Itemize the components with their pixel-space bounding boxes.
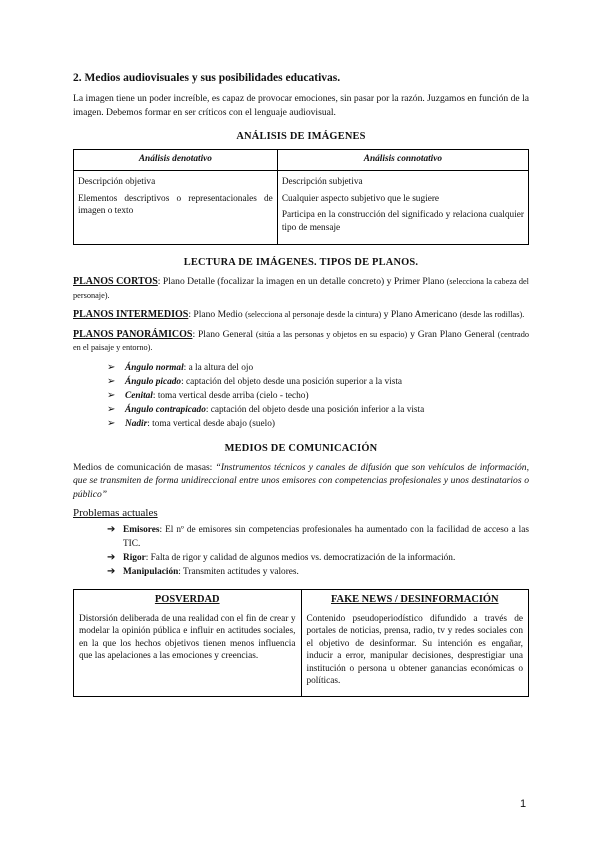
arrow-bullet-icon: ➔ <box>107 566 116 577</box>
posverdad-text: Distorsión deliberada de una realidad con el fin de crear y modelar la opinión pública e influir en actitudes sociales, en la que los hechos objetivos tienen menos influencia que las apelaciones a las emociones y creencias. <box>79 613 296 661</box>
list-item <box>107 551 529 565</box>
denotativo-cell <box>74 171 278 245</box>
list-item <box>107 523 529 551</box>
list-item <box>107 417 529 431</box>
arrowhead-bullet-icon: ➢ <box>107 417 116 429</box>
angulo-desc: : a la altura del ojo <box>183 362 254 373</box>
connotativo-line: Descripción subjetiva <box>281 177 363 187</box>
section-intro: La imagen tiene un poder increíble, es capaz de provocar emociones, sin pasar por la razón. Juzgamos en función de la imagen. Debemos formar en ser críticos con el lenguaje audiovisual. <box>73 93 529 118</box>
fake-news-cell <box>301 590 529 697</box>
connotativo-line: Participa en la construcción del significado y relaciona cualquier tipo de mensaje <box>281 210 524 233</box>
plano-text: : Plano Detalle (focalizar la imagen en un detalle concreto) y Primer Plano <box>157 276 447 287</box>
problem-key: Emisores <box>123 525 160 535</box>
plano-text: : Plano Medio <box>188 309 246 320</box>
list-item <box>107 361 529 375</box>
arrowhead-bullet-icon: ➢ <box>107 403 116 415</box>
medios-definition <box>73 461 529 502</box>
plano-key: PLANOS PANORÁMICOS <box>73 328 193 340</box>
analisis-table <box>73 149 529 245</box>
arrow-bullet-icon: ➔ <box>107 552 116 563</box>
problem-text: : Falta de rigor y calidad de algunos medios vs. democratización de la información. <box>145 553 456 563</box>
list-item <box>107 403 529 417</box>
angulo-desc: : toma vertical desde arriba (cielo - techo) <box>152 390 309 401</box>
list-item <box>107 389 529 403</box>
page-number: 1 <box>520 798 527 810</box>
posverdad-cell <box>74 590 302 697</box>
denotativo-line: Descripción objetiva <box>78 177 156 187</box>
connotativo-line: Cualquier aspecto subjetivo que le sugiere <box>281 193 440 204</box>
posverdad-title: POSVERDAD <box>154 594 220 605</box>
arrow-bullet-icon: ➔ <box>107 524 116 535</box>
comparison-table <box>73 589 529 697</box>
plano-note: (sitúa a las personas y objetos en su espacio) <box>255 329 408 339</box>
medios-title: MEDIOS DE COMUNICACIÓN <box>224 442 378 454</box>
plano-intermedios <box>73 308 529 322</box>
angulo-desc: : captación del objeto desde una posición inferior a la vista <box>205 404 425 415</box>
angulo-name: Cenital <box>125 390 153 401</box>
angulo-name: Ángulo contrapicado <box>125 404 206 415</box>
angulo-name: Ángulo picado <box>125 376 182 387</box>
connotativo-cell <box>277 171 528 245</box>
problemas-list <box>73 523 529 579</box>
plano-note: (centrado en el paisaje y entorno). <box>73 329 530 352</box>
arrowhead-bullet-icon: ➢ <box>107 361 116 373</box>
plano-text: : Plano General <box>192 328 256 340</box>
arrowhead-bullet-icon: ➢ <box>107 389 116 401</box>
definition-lead: Medios de comunicación de masas: <box>73 461 216 473</box>
list-item <box>107 565 529 579</box>
plano-note: (selecciona la cabeza del personaje). <box>73 277 529 300</box>
section-title: 2. Medios audiovisuales y sus posibilidades educativas. <box>73 72 341 84</box>
arrowhead-bullet-icon: ➢ <box>107 375 116 387</box>
angulo-desc: : captación del objeto desde una posición superior a la vista <box>181 376 403 387</box>
fake-news-title: FAKE NEWS / DESINFORMACIÓN <box>330 594 499 605</box>
page-content <box>73 72 529 697</box>
problemas-title: Problemas actuales <box>73 507 158 519</box>
list-item <box>107 375 529 389</box>
lectura-title: LECTURA DE IMÁGENES. TIPOS DE PLANOS. <box>183 257 419 268</box>
problem-text: : Transmiten actitudes y valores. <box>178 567 299 577</box>
plano-note: (desde las rodillas). <box>459 310 525 319</box>
angulos-list <box>73 361 529 431</box>
problem-key: Rigor <box>123 553 146 563</box>
denotativo-line: Elementos descriptivos o representacionales de imagen o texto <box>78 193 273 216</box>
plano-note: (selecciona al personaje desde la cintura) <box>245 310 382 319</box>
problem-key: Manipulación <box>123 567 179 577</box>
plano-key: PLANOS INTERMEDIOS <box>73 309 189 320</box>
angulo-desc: : toma vertical desde abajo (suelo) <box>147 418 276 429</box>
plano-text: y Plano Americano <box>381 309 460 320</box>
denotativo-header: Análisis denotativo <box>74 150 278 171</box>
angulo-name: Nadir <box>125 418 148 429</box>
fake-news-text: Contenido pseudoperiodístico difundido a través de portales de noticias, prensa, radio, tv y redes sociales con el objetivo de desinformar. Su intención es engañar, inducir a error, manipular decisiones, desprestigiar una institución o persona u obtener ganancias económicas o políticas. <box>306 613 523 686</box>
plano-key: PLANOS CORTOS <box>73 276 158 287</box>
angulo-name: Ángulo normal <box>125 362 184 373</box>
plano-cortos <box>73 275 529 302</box>
connotativo-header: Análisis connotativo <box>277 150 528 171</box>
analisis-title: ANÁLISIS DE IMÁGENES <box>236 131 366 142</box>
plano-panoramicos <box>73 328 529 355</box>
problem-text: : El nº de emisores sin competencias profesionales ha aumentado con la facilidad de acceso a las TIC. <box>123 525 529 549</box>
plano-text: y Gran Plano General <box>407 328 498 340</box>
definition-quote: “Instrumentos técnicos y canales de difusión que son vehículos de información, que se transmiten de forma unidireccional entre unos emisores con competencias profesionales y unos destinatarios o público” <box>73 461 529 500</box>
